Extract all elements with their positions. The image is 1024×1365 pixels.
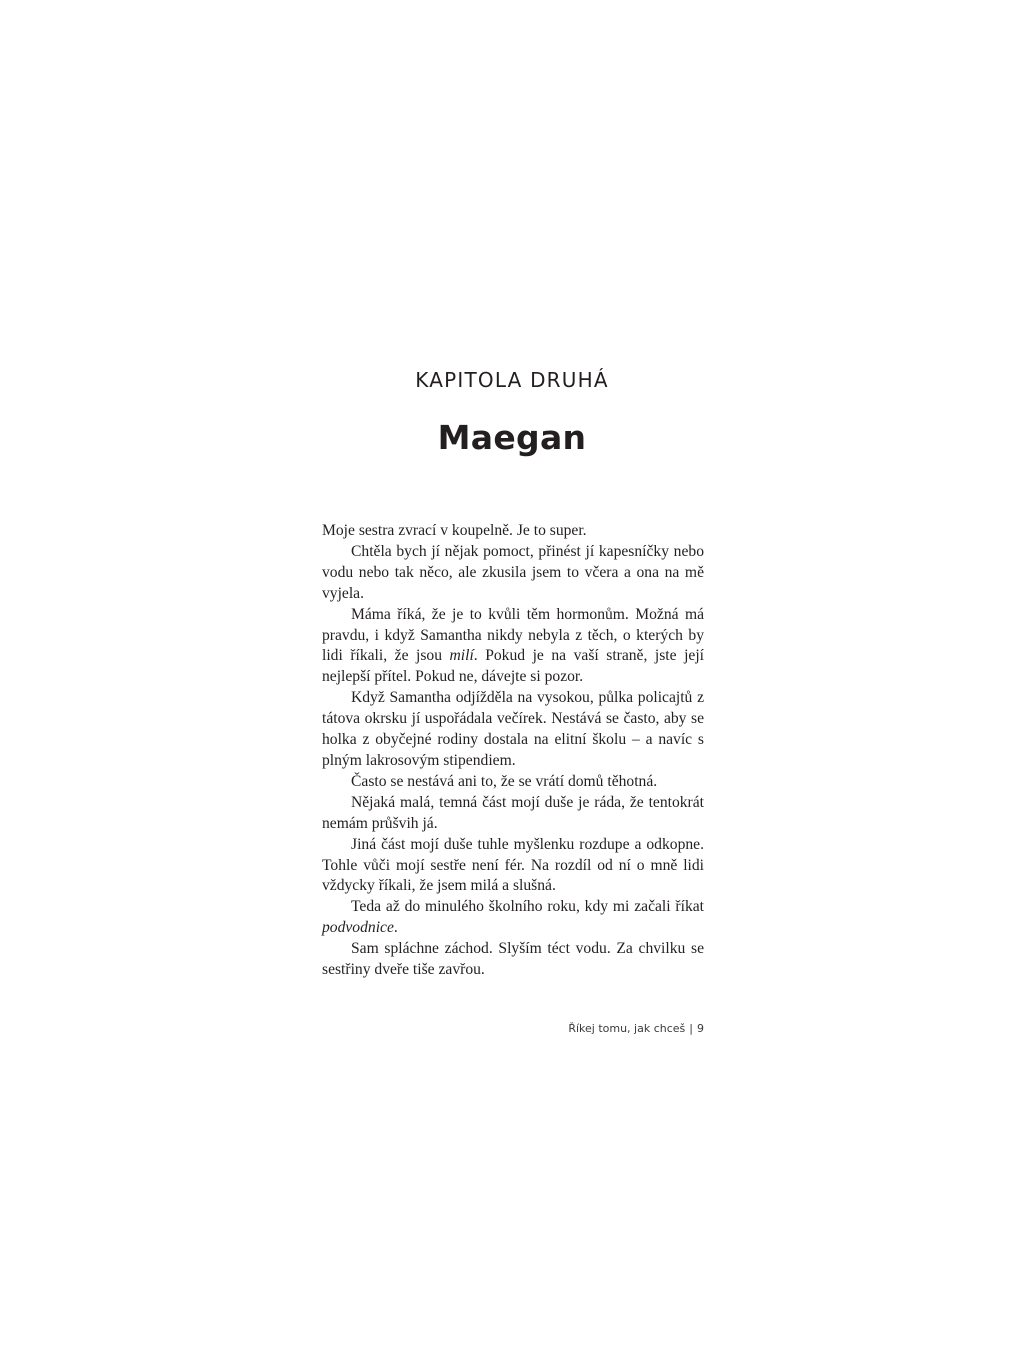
chapter-label: KAPITOLA DRUHÁ — [415, 368, 609, 392]
page-number: 9 — [697, 1022, 704, 1035]
chapter-title: Maegan — [437, 418, 587, 457]
paragraph: Jiná část mojí duše tuhle myšlenku rozdupe a odkopne. Tohle vůči mojí sestře není fér. Na rozdíl od ní o mně lidi vždycky říkali, že jsem milá a slušná. — [322, 835, 704, 895]
paragraph-text: Teda až do minulého školního roku, kdy mi začali říkat — [351, 898, 704, 916]
running-title: Říkej tomu, jak chceš — [568, 1022, 686, 1035]
paragraph: Chtěla bych jí nějak pomoct, přinést jí kapesníčky nebo vodu nebo tak něco, ale zkusila jsem to včera a ona na mě vyjela. — [322, 542, 704, 602]
chapter-body — [322, 521, 704, 981]
paragraph — [322, 897, 704, 939]
italic-word: podvodnice — [322, 919, 394, 937]
italic-word: milí — [449, 647, 474, 665]
footer-separator: | — [689, 1022, 693, 1035]
paragraph-text: . — [393, 919, 398, 937]
paragraph-text: . Pokud je na vaší straně, jste její nejlepší přítel. Pokud ne, dávejte si pozor. — [322, 647, 704, 686]
paragraph: Sam spláchne záchod. Slyším téct vodu. Za chvilku se sestřiny dveře tiše zavřou. — [322, 940, 704, 979]
paragraph: Nějaká malá, temná část mojí duše je ráda, že tentokrát nemám průšvih já. — [322, 793, 704, 832]
paragraph: Moje sestra zvrací v koupelně. Je to super. — [322, 522, 587, 539]
paragraph: Když Samantha odjížděla na vysokou, půlka policajtů z tátova okrsku jí uspořádala večírek. Nestává se často, aby se holka z obyčejné rodiny dostala na elitní školu – a navíc s plným lakrosovým stipendiem. — [322, 689, 704, 769]
paragraph-text: Máma říká, že je to kvůli těm hormonům. Možná má pravdu, i když Samantha nikdy nebyla z těch, o kterých by lidi říkali, že jsou — [322, 605, 704, 665]
page-footer — [322, 1022, 704, 1035]
paragraph — [322, 605, 704, 689]
paragraph: Často se nestává ani to, že se vrátí domů těhotná. — [351, 772, 658, 790]
